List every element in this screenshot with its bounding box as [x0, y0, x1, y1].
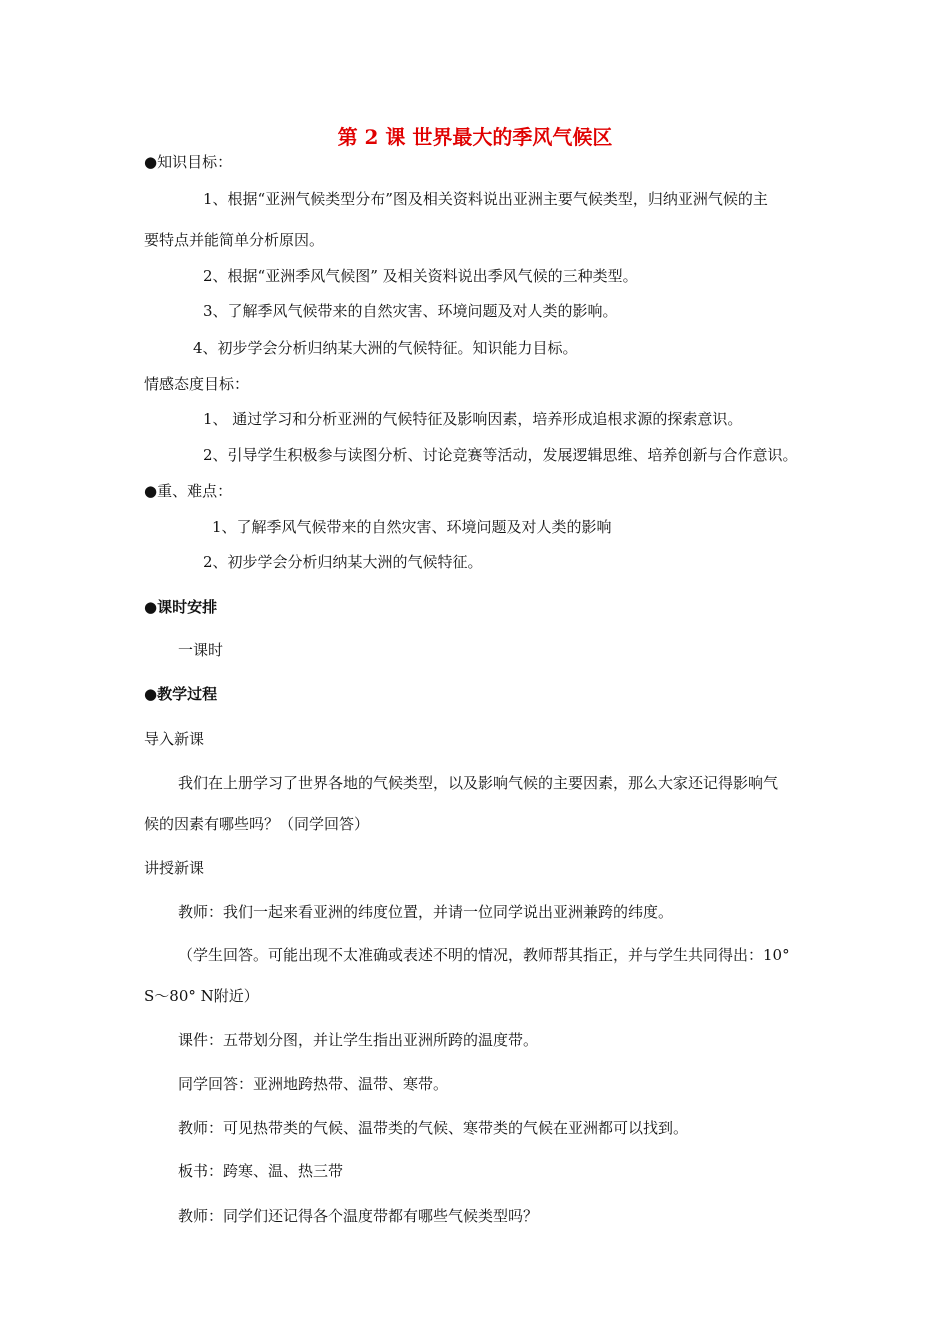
- blackboard-line: 板书：跨寒、温、热三带: [178, 1162, 344, 1180]
- key-point-2: 2、初步学会分析归纳某大洲的气候特征。: [203, 553, 483, 571]
- section-heading-key-points: ●重、难点：: [144, 482, 233, 500]
- goal-item-3: 3、了解季风气候带来的自然灾害、环境问题及对人类的影响。: [203, 302, 618, 320]
- intro-paragraph-line-2: 候的因素有哪些吗？（同学回答）: [144, 815, 370, 833]
- student-answer-line-2: S～80° N附近）: [144, 987, 259, 1005]
- subheading-lecture: 讲授新课: [144, 859, 205, 877]
- subheading-intro: 导入新课: [144, 730, 205, 748]
- teacher-line-3: 教师：同学们还记得各个温度带都有哪些气候类型吗？: [178, 1207, 539, 1225]
- teacher-line-2: 教师：可见热带类的气候、温带类的气候、寒带类的气候在亚洲都可以找到。: [178, 1119, 689, 1137]
- attitude-item-2: 2、引导学生积极参与读图分析、讨论竞赛等活动，发展逻辑思维、培养创新与合作意识。: [203, 446, 798, 464]
- key-point-1: 1、了解季风气候带来的自然灾害、环境问题及对人类的影响: [212, 518, 612, 536]
- teacher-line-1: 教师：我们一起来看亚洲的纬度位置，并请一位同学说出亚洲兼跨的纬度。: [178, 903, 674, 921]
- student-answer-zones: 同学回答：亚洲地跨热带、温带、寒带。: [178, 1075, 449, 1093]
- attitude-item-1: 1、 通过学习和分析亚洲的气候特征及影响因素，培养形成追根求源的探索意识。: [203, 410, 743, 428]
- goal-item-1-continued: 要特点并能简单分析原因。: [144, 231, 325, 249]
- goal-item-1: 1、根据“亚洲气候类型分布”图及相关资料说出亚洲主要气候类型，归纳亚洲气候的主: [203, 190, 768, 208]
- intro-paragraph-line-1: 我们在上册学习了世界各地的气候类型，以及影响气候的主要因素，那么大家还记得影响气: [178, 774, 779, 792]
- section-heading-schedule: ●课时安排: [144, 598, 218, 616]
- section-heading-attitude-goals: 情感态度目标：: [144, 375, 250, 393]
- schedule-text: 一课时: [178, 641, 224, 659]
- page-title: 第 2 课 世界最大的季风气候区: [337, 125, 613, 149]
- student-answer-line-1: （学生回答。可能出现不太准确或表述不明的情况，教师帮其指正，并与学生共同得出：10°: [178, 946, 790, 964]
- goal-item-4: 4、初步学会分析归纳某大洲的气候特征。知识能力目标。: [193, 339, 578, 357]
- section-heading-process: ●教学过程: [144, 685, 218, 703]
- goal-item-2: 2、根据“亚洲季风气候图” 及相关资料说出季风气候的三种类型。: [203, 267, 638, 285]
- section-heading-knowledge-goals: ●知识目标：: [144, 153, 233, 171]
- courseware-line: 课件：五带划分图，并让学生指出亚洲所跨的温度带。: [178, 1031, 539, 1049]
